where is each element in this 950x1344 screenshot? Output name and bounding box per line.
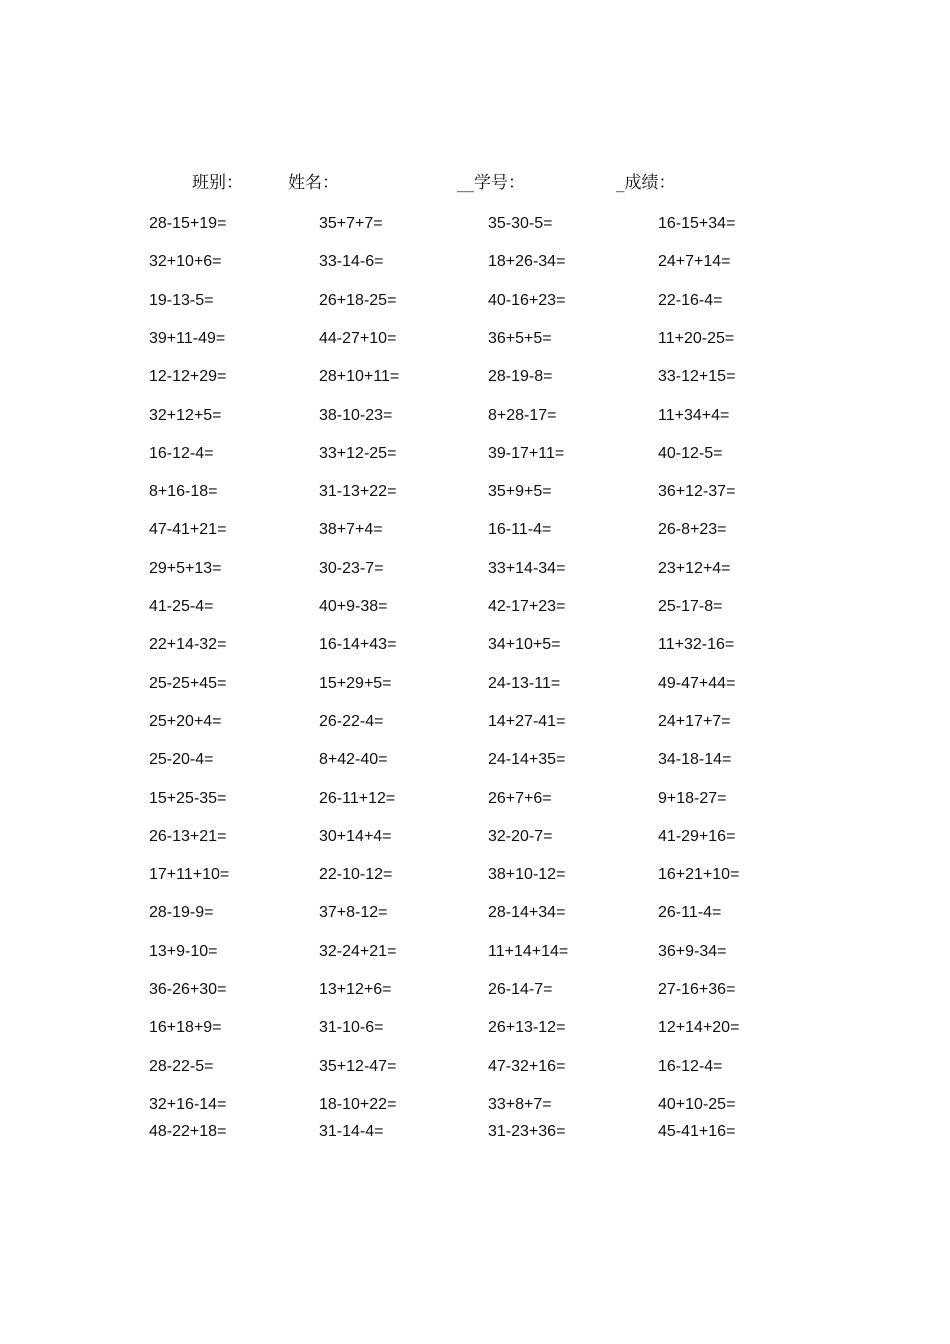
problem-row	[0, 327, 950, 351]
problem-item: 40-16+23=	[488, 292, 566, 309]
problem-item: 35+7+7=	[319, 215, 383, 232]
problem-item: 13+12+6=	[319, 981, 392, 998]
class-label: 班别：	[192, 173, 243, 193]
problem-item: 25+20+4=	[149, 713, 222, 730]
problem-item: 24-14+35=	[488, 751, 566, 768]
problem-item: 16-11-4=	[488, 521, 552, 538]
problem-item: 11+14+14=	[488, 943, 569, 960]
problem-item: 18+26-34=	[488, 253, 566, 270]
problem-item: 22-16-4=	[658, 292, 723, 309]
problem-row	[0, 480, 950, 504]
problem-row	[0, 557, 950, 581]
problem-item: 26-11-4=	[658, 904, 722, 921]
problem-item: 32+10+6=	[149, 253, 222, 270]
problem-row	[0, 250, 950, 274]
problem-item: 39-17+11=	[488, 445, 565, 462]
problem-item: 18-10+22=	[319, 1096, 397, 1113]
problem-item: 40+10-25=	[658, 1096, 736, 1113]
problem-item: 25-25+45=	[149, 675, 227, 692]
problem-row	[0, 1016, 950, 1040]
problem-item: 32-20-7=	[488, 828, 553, 845]
problem-item: 26+18-25=	[319, 292, 397, 309]
problem-item: 22+14-32=	[149, 636, 227, 653]
problem-item: 15+29+5=	[319, 675, 392, 692]
problem-item: 42-17+23=	[488, 598, 566, 615]
problem-item: 48-22+18=	[149, 1123, 227, 1140]
problem-row	[0, 1055, 950, 1079]
problem-item: 9+18-27=	[658, 790, 727, 807]
problem-item: 36+12-37=	[658, 483, 736, 500]
problem-row	[0, 404, 950, 428]
problem-item: 28-22-5=	[149, 1058, 214, 1075]
problem-item: 38+10-12=	[488, 866, 566, 883]
problem-item: 49-47+44=	[658, 675, 736, 692]
problem-item: 40-12-5=	[658, 445, 723, 462]
problem-item: 22-10-12=	[319, 866, 393, 883]
problem-item: 16-12-4=	[149, 445, 214, 462]
problem-item: 16-15+34=	[658, 215, 736, 232]
problem-item: 35+9+5=	[488, 483, 552, 500]
problem-item: 33-12+15=	[658, 368, 736, 385]
problem-item: 26-11+12=	[319, 790, 396, 807]
problem-row	[0, 748, 950, 772]
problem-item: 36+5+5=	[488, 330, 552, 347]
problem-item: 32-24+21=	[319, 943, 397, 960]
problem-item: 31-13+22=	[319, 483, 397, 500]
problem-item: 27-16+36=	[658, 981, 736, 998]
problem-item: 31-23+36=	[488, 1123, 566, 1140]
problem-item: 47-32+16=	[488, 1058, 566, 1075]
name-label: 姓名：	[288, 173, 339, 193]
problem-item: 24+7+14=	[658, 253, 731, 270]
problem-item: 36+9-34=	[658, 943, 727, 960]
problem-item: 41-29+16=	[658, 828, 736, 845]
problem-row	[0, 633, 950, 657]
problem-item: 16-14+43=	[319, 636, 397, 653]
problem-row	[0, 863, 950, 887]
problem-item: 38-10-23=	[319, 407, 393, 424]
problem-item: 8+28-17=	[488, 407, 557, 424]
problem-item: 24-13-11=	[488, 675, 561, 692]
problem-item: 31-14-4=	[319, 1123, 384, 1140]
problem-item: 26-22-4=	[319, 713, 384, 730]
problem-item: 38+7+4=	[319, 521, 383, 538]
worksheet-header	[0, 168, 950, 194]
problem-item: 26-14-7=	[488, 981, 553, 998]
problem-item: 37+8-12=	[319, 904, 388, 921]
problem-item: 33-14-6=	[319, 253, 384, 270]
problem-row	[0, 518, 950, 542]
problem-item: 33+8+7=	[488, 1096, 552, 1113]
problem-item: 35+12-47=	[319, 1058, 397, 1075]
problem-item: 25-17-8=	[658, 598, 723, 615]
problem-row	[0, 787, 950, 811]
problem-item: 16-12-4=	[658, 1058, 723, 1075]
student-id-label: __学号：	[457, 173, 525, 193]
problem-item: 12-12+29=	[149, 368, 227, 385]
problem-row	[0, 289, 950, 313]
problem-item: 15+25-35=	[149, 790, 227, 807]
problem-item: 28-14+34=	[488, 904, 566, 921]
problem-item: 33+14-34=	[488, 560, 566, 577]
problem-item: 31-10-6=	[319, 1019, 384, 1036]
problem-row	[0, 1120, 950, 1144]
problem-item: 40+9-38=	[319, 598, 388, 615]
problem-item: 13+9-10=	[149, 943, 218, 960]
problem-item: 14+27-41=	[488, 713, 566, 730]
problem-item: 26-8+23=	[658, 521, 727, 538]
problem-item: 11+32-16=	[658, 636, 735, 653]
problem-row	[0, 212, 950, 236]
problem-item: 8+16-18=	[149, 483, 218, 500]
problem-row	[0, 1093, 950, 1117]
problem-item: 32+12+5=	[149, 407, 222, 424]
score-label: _成绩：	[616, 173, 676, 193]
problem-item: 34-18-14=	[658, 751, 732, 768]
problem-item: 28-19-8=	[488, 368, 553, 385]
problem-item: 35-30-5=	[488, 215, 553, 232]
problem-item: 25-20-4=	[149, 751, 214, 768]
problem-item: 26-13+21=	[149, 828, 227, 845]
problem-row	[0, 901, 950, 925]
problem-item: 28-19-9=	[149, 904, 214, 921]
problem-row	[0, 940, 950, 964]
problem-item: 24+17+7=	[658, 713, 731, 730]
problem-row	[0, 710, 950, 734]
problem-row	[0, 365, 950, 389]
problem-item: 47-41+21=	[149, 521, 227, 538]
problem-row	[0, 442, 950, 466]
problem-item: 23+12+4=	[658, 560, 731, 577]
problem-item: 8+42-40=	[319, 751, 388, 768]
problem-row	[0, 978, 950, 1002]
problem-item: 26+7+6=	[488, 790, 552, 807]
problem-item: 12+14+20=	[658, 1019, 740, 1036]
problem-item: 11+20-25=	[658, 330, 735, 347]
problem-row	[0, 672, 950, 696]
problem-item: 26+13-12=	[488, 1019, 566, 1036]
problem-item: 28+10+11=	[319, 368, 400, 385]
problem-item: 28-15+19=	[149, 215, 227, 232]
problem-item: 17+11+10=	[149, 866, 230, 883]
problem-row	[0, 595, 950, 619]
problem-item: 39+11-49=	[149, 330, 226, 347]
problem-item: 32+16-14=	[149, 1096, 227, 1113]
problem-item: 11+34+4=	[658, 407, 730, 424]
problem-item: 16+21+10=	[658, 866, 740, 883]
problem-item: 36-26+30=	[149, 981, 227, 998]
problem-item: 34+10+5=	[488, 636, 561, 653]
problem-item: 30+14+4=	[319, 828, 392, 845]
problem-item: 45-41+16=	[658, 1123, 736, 1140]
problem-item: 16+18+9=	[149, 1019, 222, 1036]
problem-item: 33+12-25=	[319, 445, 397, 462]
problem-item: 44-27+10=	[319, 330, 397, 347]
problem-item: 30-23-7=	[319, 560, 384, 577]
problem-item: 29+5+13=	[149, 560, 222, 577]
problem-item: 41-25-4=	[149, 598, 214, 615]
problem-item: 19-13-5=	[149, 292, 214, 309]
problem-row	[0, 825, 950, 849]
